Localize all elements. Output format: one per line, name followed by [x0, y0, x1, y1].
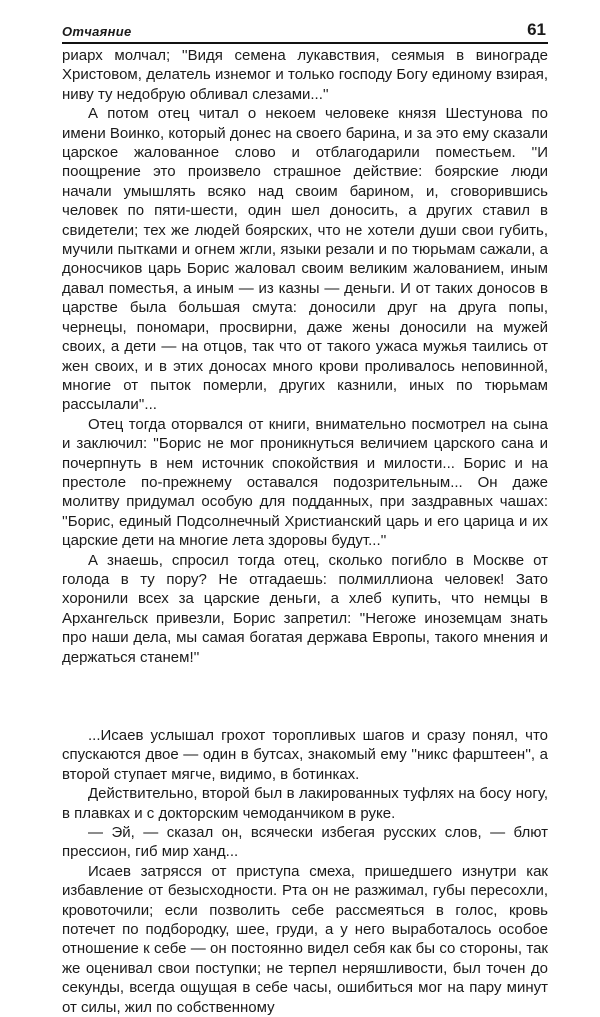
paragraph-8: Исаев затрясся от приступа смеха, пришедшего изнутри как избавление от безысходности. Рта он не разжимал, губы пересохли, кровоточили; если позволить себе рассмеяться в голос, кровь потечет по подбородку, шее, груди, а у него выработалось особое отношение к себе — он постоянно видел себя как бы со стороны, так же оценивал свои поступки; не терпел неряшливости, был точен до секунды, всегда ощущая в себе часы, ошибиться мог на пару минут от силы, жил по собственному: [62, 862, 548, 1016]
paragraph-5: ...Исаев услышал грохот торопливых шагов и сразу понял, что спускаются двое — один в бутсах, знакомый ему ''никс фарштеен'', а второй ступает мягче, видимо, в ботинках.: [62, 727, 548, 783]
paragraph-1: риарх молчал; ''Видя семена лукавствия, сеямыя в винограде Христовом, делатель изнемог и только господу Богу единому взирая, ниву ту недобрую обливал слезами...'': [62, 47, 548, 103]
paragraph-2: А потом отец читал о некоем человеке князя Шестунова по имени Воинко, который донес на своего барина, и за это ему сказали царское жалованное слово и отблагодарили поместьем. ''И поощрение это произвело страшное действие: боярские люди начали умышлять всяко над своим барином, и, сговорившись человек по пяти-шести, один шел доносить, а других ставил в свидетели; тех же людей боярских, что не хотели души свои губить, мучили пытками и огнем жгли, языки резали и по тюрьмам сажали, а доносчиков царь Борис жаловал своим великим жалованием, иным давал поместья, а иным — из казны — деньги. И от таких доносов в царстве была большая смута: доносили друг на друга попы, чернецы, пономари, просвирни, даже жены доносили на мужей своих, а дети — на отцов, так что от такого ужаса мужья таились от жен своих, и в этих доносах много крови проливалось неповинной, многие от пыток померли, других казнили, иных по тюрьмам рассылали''...: [62, 105, 548, 414]
paragraph-3: Отец тогда оторвался от книги, внимательно посмотрел на сына и заключил: ''Борис не мог проникнуться величием царского сана и почерпнуть в нем источник спокойствия и милости... Борис и на престоле по-прежнему оставался подозрительным... Он даже молитву придумал особую для подданных, при заздравных чашах: ''Борис, единый Подсолнечный Христианский царь и его царица и их царские дети на многие лета здоровы будут...'': [62, 415, 548, 550]
page-header: [62, 18, 548, 44]
paragraph-6: Действительно, второй был в лакированных туфлях на босу ногу, в плавках и с докторским чемоданчиком в руке.: [62, 785, 548, 822]
page-body: [62, 46, 548, 1017]
paragraph-4: А знаешь, спросил тогда отец, сколько погибло в Москве от голода в ту пору? Не отгадаешь: полмиллиона человек! Зато хоронили всех за царские деньги, а хлеб купить, что немцы в Архангельск привезли, Борис запретил: ''Негоже иноземцам знать про наши дела, мы самая богатая держава Европы, такого мнения и держаться станем!'': [62, 551, 548, 666]
paragraph-7: — Эй, — сказал он, всячески избегая русских слов, — блют прессион, гиб мир ханд...: [62, 824, 548, 861]
running-title: Отчаяние: [62, 24, 132, 39]
page-number: 61: [527, 20, 546, 39]
section-break: [62, 667, 548, 726]
